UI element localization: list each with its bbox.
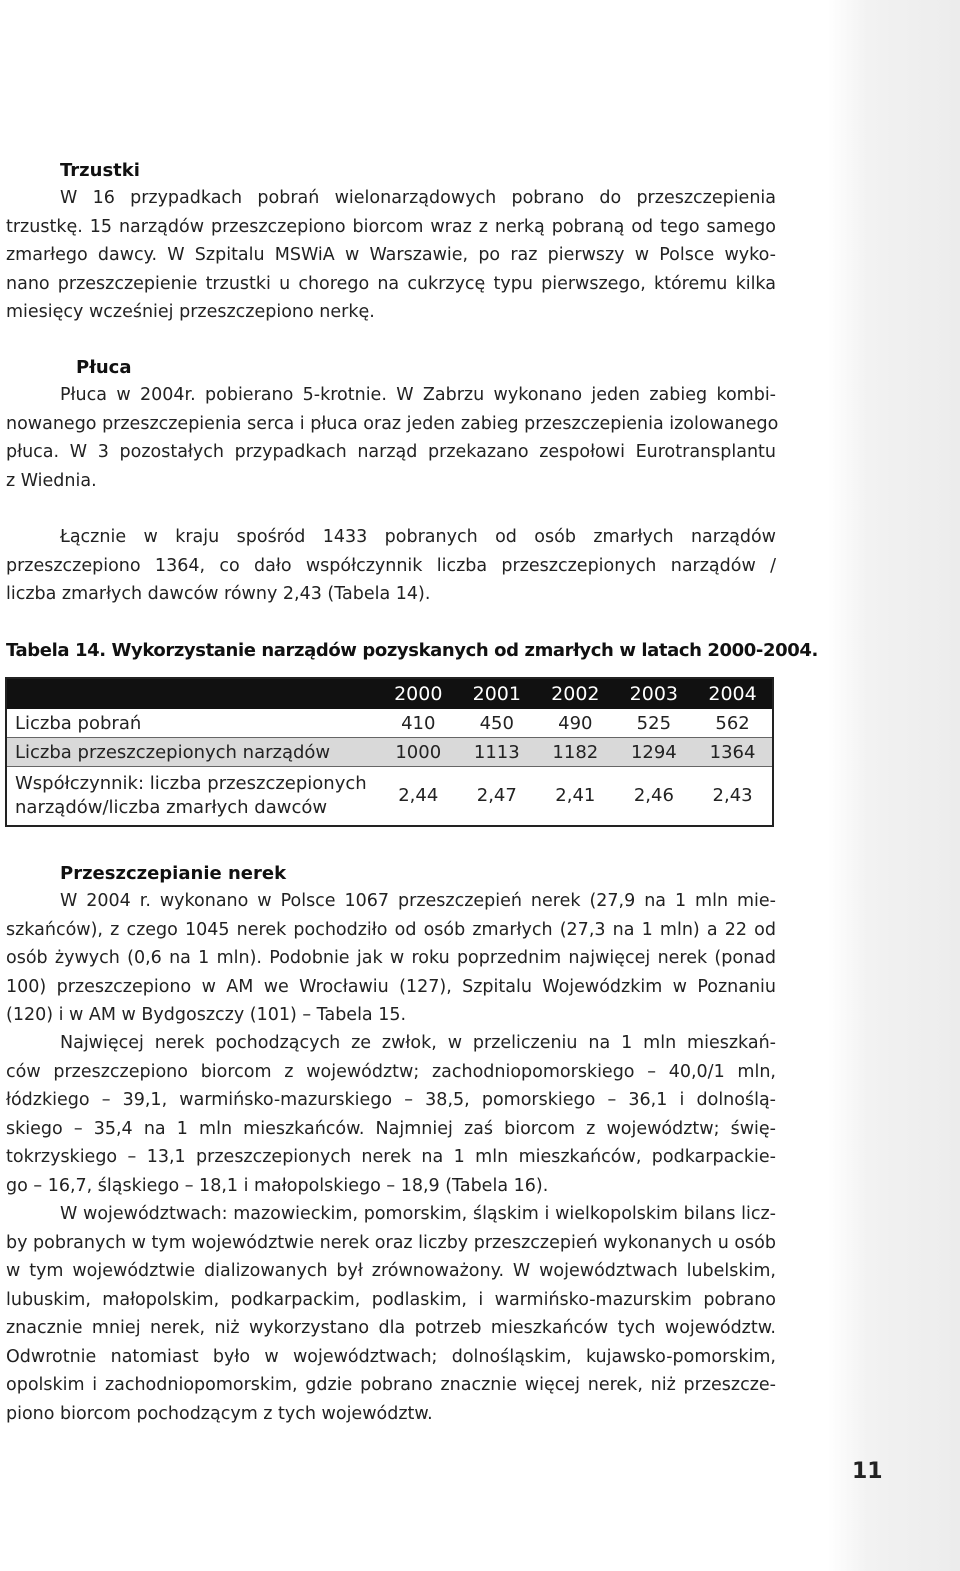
text-line: trzustkę. 15 narządów przeszczepiono biorcom wraz z nerką pobraną od tego samego [6,216,776,237]
text-line: nowanego przeszczepienia serca i płuca oraz jeden zabieg przeszczepienia izolowanego [6,413,779,434]
table-cell: 2,43 [693,767,773,827]
paragraph-trzustki [6,184,776,327]
paragraph-summary [6,523,776,609]
row-label [6,767,379,827]
text-line: liczba zmarłych dawców równy 2,43 (Tabela 14). [6,584,431,604]
text-line: płuca. W 3 pozostałych przypadkach narząd przekazano zespołowi Eurotransplantu [6,442,776,462]
table-cell: 490 [558,712,593,734]
table-cell: 525 [636,712,672,734]
text-line: Odwrotnie natomiast było w województwach; dolnośląskim, kujawsko-pomorskim, [6,1346,776,1367]
table-cell: 1000 [379,738,458,767]
header-year: 2002 [536,678,615,709]
row-label-line: narządów/liczba zmarłych dawców [15,797,328,818]
table-cell: 562 [715,712,750,734]
table-row [6,709,773,738]
table-cell: 2,47 [458,767,537,827]
text-line: lubuskim, małopolskim, podkarpackim, podlaskim, i warmińsko-mazurskim pobrano [6,1289,776,1310]
section-heading-nerki: Przeszczepianie nerek [60,863,287,884]
paragraph-nerki-3 [6,1200,776,1428]
table-cell: 2,46 [615,767,694,827]
header-label-cell [6,678,379,709]
text-line: skiego – 35,4 na 1 mln mieszkańców. Najmniej zaś biorcom z województw; świę- [6,1118,776,1139]
row-label: Liczba przeszczepionych narządów [6,738,379,767]
text-line: 100) przeszczepiono w AM we Wrocławiu (127), Szpitalu Wojewódzkim w Poznaniu [6,976,776,997]
paragraph-nerki-1 [6,887,776,1030]
text-line: (120) i w AM w Bydgoszczy (101) – Tabela 15. [6,1005,407,1025]
section-heading-pluca: Płuca [76,357,132,378]
page-number: 11 [852,1459,883,1484]
table-cell: 1113 [458,738,537,767]
table-cell: 410 [401,712,436,734]
paragraph-pluca [6,381,779,495]
header-year: 2004 [693,678,773,709]
text-line: łódzkiego – 39,1, warmińsko-mazurskiego – 38,5, pomorskiego – 36,1 i dolnoślą- [6,1090,776,1110]
row-label: Liczba pobrań [15,712,142,734]
text-line: opolskim i zachodniopomorskim, gdzie pobrano znacznie więcej nerek, niż przeszcze- [6,1375,776,1395]
text-line: W 16 przypadkach pobrań wielonarządowych pobrano do przeszczepienia [60,188,776,208]
text-line: znacznie mniej nerek, niż wykorzystano dla potrzeb mieszkańców tych województw. [6,1318,776,1338]
table-row [6,767,773,827]
text-line: w tym województwie dializowanych był zrównoważony. W województwach lubelskim, [6,1261,776,1281]
table-cell: 2,44 [379,767,458,827]
text-line: szkańców), z czego 1045 nerek pochodziło od osób zmarłych (27,3 na 1 mln) a 22 od [6,919,776,940]
table-row [6,738,773,767]
header-year: 2003 [615,678,694,709]
paragraph-nerki-2 [6,1029,776,1200]
table-cell: 450 [479,712,514,734]
text-line: ców przeszczepiono biorcom z województw; zachodniopomorskiego – 40,0/1 mln, [6,1061,776,1082]
row-label-line: Współczynnik: liczba przeszczepionych [15,773,367,794]
page-margin-shading [828,0,960,1571]
table-14 [5,677,774,827]
section-heading-trzustki: Trzustki [60,160,140,181]
text-line: W 2004 r. wykonano w Polsce 1067 przeszczepień nerek (27,9 na 1 mln mie- [60,891,776,911]
table-cell: 1294 [615,738,694,767]
text-line: piono biorcom pochodzącym z tych województw. [6,1403,433,1424]
text-line: Łącznie w kraju spośród 1433 pobranych od osób zmarłych narządów [60,527,776,547]
text-line: Najwięcej nerek pochodzących ze zwłok, w przeliczeniu na 1 mln mieszkań- [60,1033,776,1053]
text-line: nano przeszczepienie trzustki u chorego na cukrzycę typu pierwszego, któremu kilka [6,273,776,294]
text-line: osób żywych (0,6 na 1 mln). Podobnie jak w roku poprzednim najwięcej nerek (ponad [6,948,776,968]
text-line: zmarłego dawcy. W Szpitalu MSWiA w Warszawie, po raz pierwszy w Polsce wyko- [6,245,776,265]
table-cell: 2,41 [536,767,615,827]
table-caption: Tabela 14. Wykorzystanie narządów pozyskanych od zmarłych w latach 2000-2004. [6,640,818,661]
text-line: Płuca w 2004r. pobierano 5-krotnie. W Zabrzu wykonano jeden zabieg kombi- [60,385,776,405]
header-year: 2000 [379,678,458,709]
table-header-row [6,678,773,709]
text-line: by pobranych w tym województwie nerek oraz liczby przeszczepień wykonanych u osób [6,1232,776,1253]
table-cell: 1364 [693,738,773,767]
text-line: przeszczepiono 1364, co dało współczynnik liczba przeszczepionych narządów / [6,555,776,576]
table-cell: 1182 [536,738,615,767]
header-year: 2001 [458,678,537,709]
text-line: miesięcy wcześniej przeszczepiono nerkę. [6,302,375,322]
text-line: tokrzyskiego – 13,1 przeszczepionych nerek na 1 mln mieszkańców, podkarpackie- [6,1147,776,1167]
text-line: go – 16,7, śląskiego – 18,1 i małopolskiego – 18,9 (Tabela 16). [6,1175,549,1196]
text-line: z Wiednia. [6,470,97,491]
text-line: W województwach: mazowieckim, pomorskim, śląskim i wielkopolskim bilans licz- [60,1204,776,1224]
